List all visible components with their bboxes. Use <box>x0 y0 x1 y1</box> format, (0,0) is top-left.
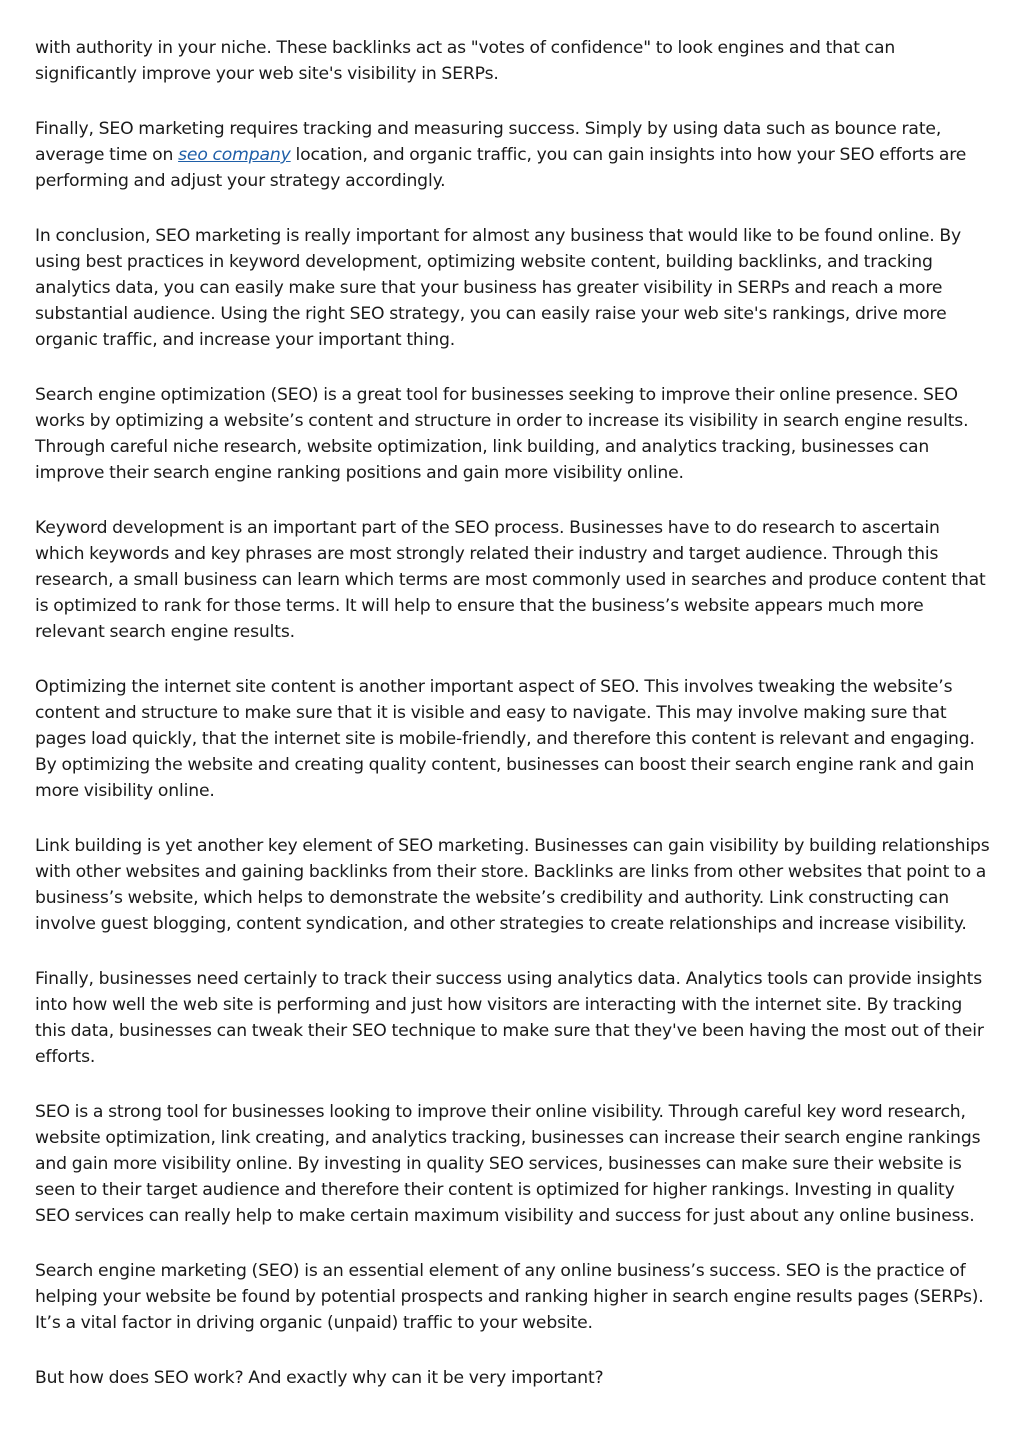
paragraph-analytics: Finally, businesses need certainly to track their success using analytics data. Analytics tools can provide insights into how well the web site is performing and just how visitors are interacting with the internet site. By tracking this data, businesses can tweak their SEO technique to make sure that they've been having the most out of their efforts. <box>35 969 984 1067</box>
paragraph-link-building: Link building is yet another key element of SEO marketing. Businesses can gain visibility by building relationships with other websites and gaining backlinks from their store. Backlinks are links from other websites that point to a business’s website, which helps to demonstrate the website’s credibility and authority. Link constructing can involve guest blogging, content syndication, and other strategies to create relationships and increase visibility. <box>35 836 990 934</box>
paragraph-keyword-development: Keyword development is an important part of the SEO process. Businesses have to do research to ascertain which keywords and key phrases are most strongly related their industry and target audience. Through this research, a small business can learn which terms are most commonly used in searches and produce content that is optimized to rank for those terms. It will help to ensure that the business’s website appears much more relevant search engine results. <box>35 518 986 642</box>
paragraph-site-content: Optimizing the internet site content is another important aspect of SEO. This involves tweaking the website’s content and structure to make sure that it is visible and easy to navigate. This may involve making sure that pages load quickly, that the internet site is mobile-friendly, and therefore this content is relevant and engaging. By optimizing the website and creating quality content, businesses can boost their search engine rank and gain more visibility online. <box>35 677 975 801</box>
paragraph-backlinks-authority: with authority in your niche. These backlinks act as "votes of confidence" to look engines and that can significantly improve your web site's visibility in SERPs. <box>35 38 896 84</box>
paragraph-conclusion: In conclusion, SEO marketing is really important for almost any business that would like to be found online. By using best practices in keyword development, optimizing website content, building backlinks, and tracking analytics data, you can easily make sure that your business has greater visibility in SERPs and reach a more substantial audience. Using the right SEO strategy, you can easily raise your web site's rankings, drive more organic traffic, and increase your important thing. <box>35 226 962 350</box>
paragraph-text: Finally, SEO marketing requires tracking and measuring success. Simply by using data such as bounce rate, average time on <box>35 119 942 165</box>
seo-company-link[interactable]: seo company <box>178 145 291 165</box>
paragraph-text: location, and organic traffic, you can gain insights into how your SEO efforts are performing and adjust your strategy accordingly. <box>35 145 967 191</box>
paragraph-search-engine-marketing: Search engine marketing (SEO) is an essential element of any online business’s success. SEO is the practice of helping your website be found by potential prospects and ranking higher in search engine results pages (SERPs). It’s a vital factor in driving organic (unpaid) traffic to your website. <box>35 1261 984 1333</box>
paragraph-seo-strong-tool: SEO is a strong tool for businesses looking to improve their online visibility. Through careful key word research, website optimization, link creating, and analytics tracking, businesses can increase their search engine rankings and gain more visibility online. By investing in quality SEO services, businesses can make sure their website is seen to their target audience and therefore their content is optimized for higher rankings. Investing in quality SEO services can really help to make certain maximum visibility and success for just about any online business. <box>35 1102 981 1226</box>
paragraph-tracking-success <box>35 116 993 194</box>
paragraph-question: But how does SEO work? And exactly why can it be very important? <box>35 1368 604 1388</box>
document-body <box>35 35 993 1420</box>
paragraph-seo-intro: Search engine optimization (SEO) is a great tool for businesses seeking to improve their online presence. SEO works by optimizing a website’s content and structure in order to increase its visibility in search engine results. Through careful niche research, website optimization, link building, and analytics tracking, businesses can improve their search engine ranking positions and gain more visibility online. <box>35 385 969 483</box>
